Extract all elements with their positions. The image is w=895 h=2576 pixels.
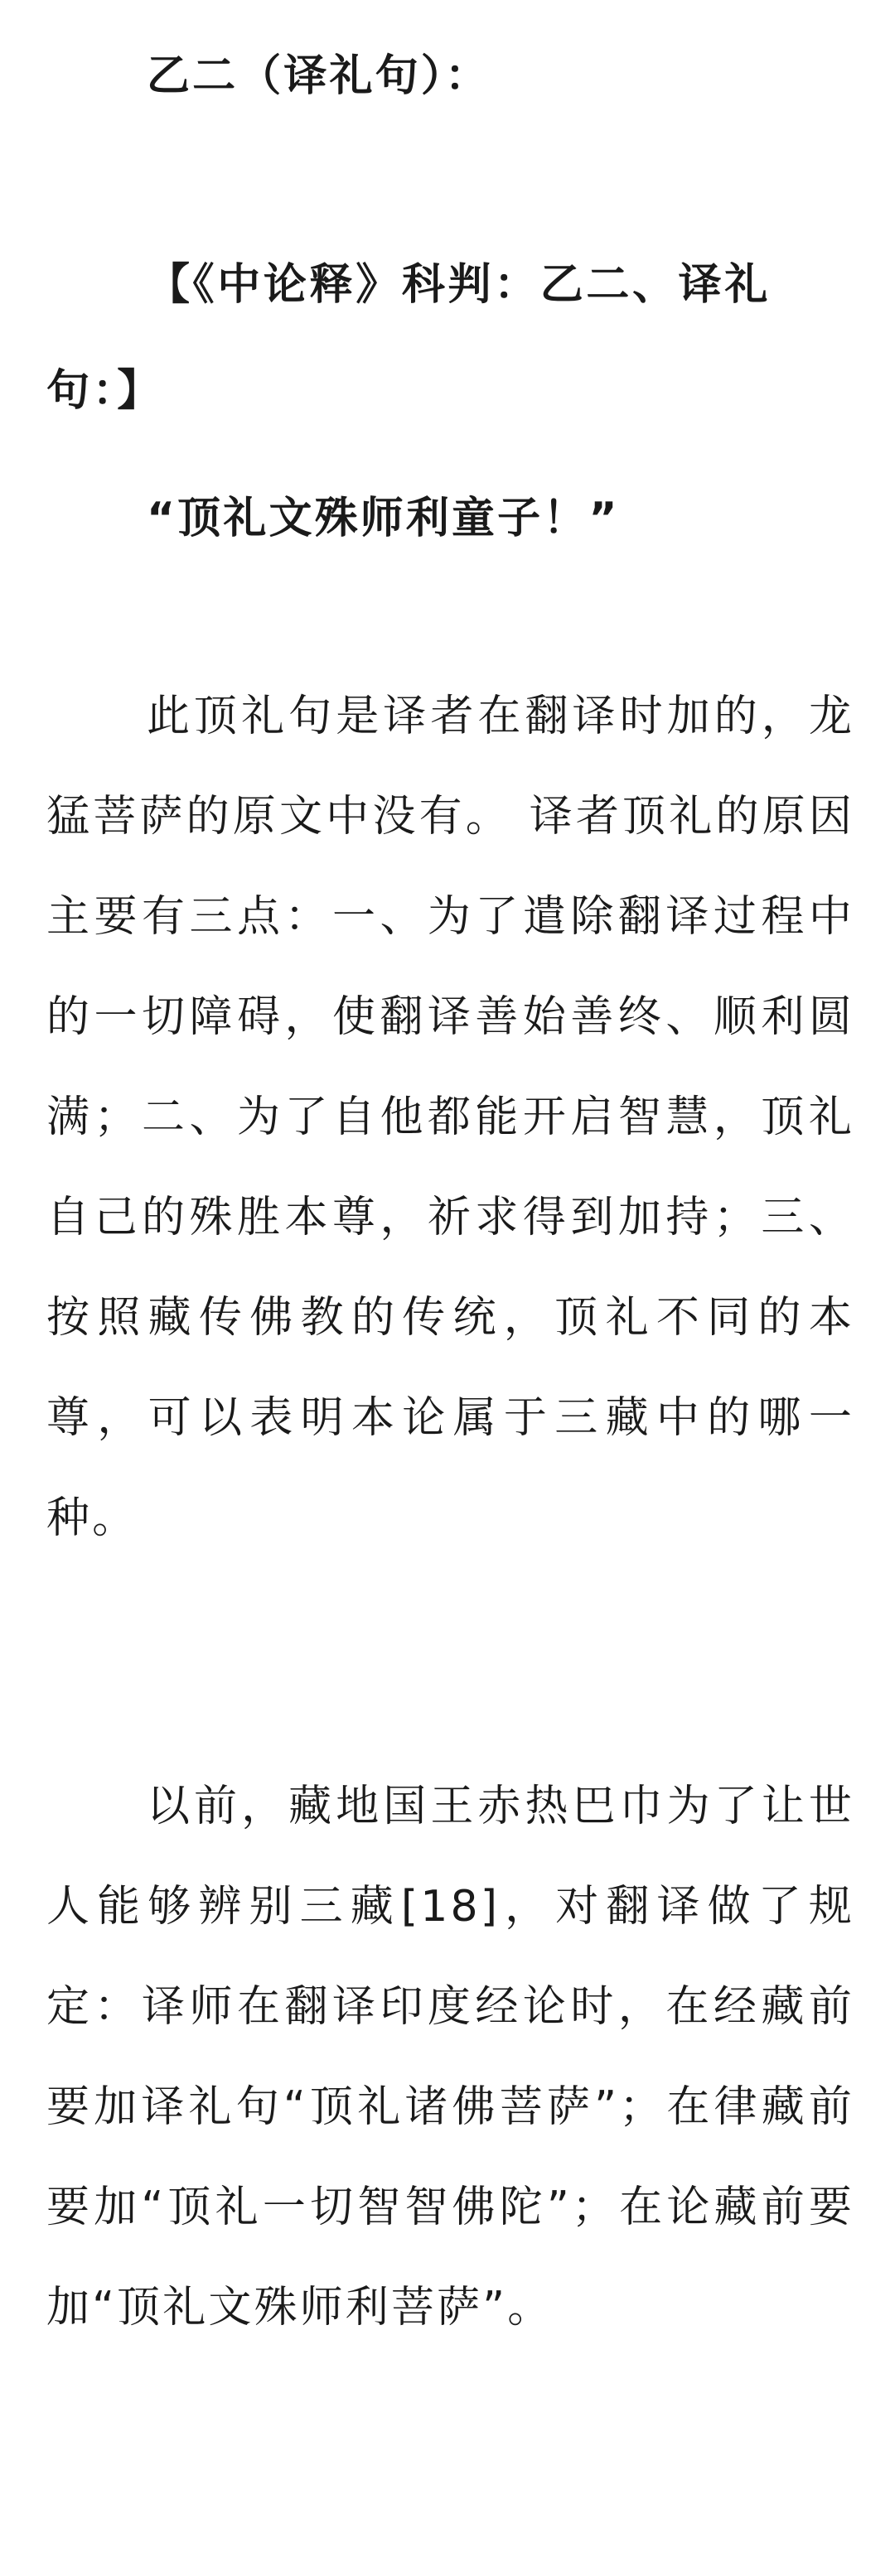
section-heading: 乙二（译礼句）： — [147, 51, 491, 101]
paragraph: 以前，藏地国王赤热巴巾为了让世人能够辨别三藏[18]，对翻译做了规定：译师在翻译印度经论时，在经藏前要加译礼句“顶礼诸佛菩萨”；在律藏前要加“顶礼一切智智佛陀”；在论藏前要加“顶礼文殊师利菩萨”。 — [46, 1782, 854, 2332]
paragraph: 此顶礼句是译者在翻译时加的，龙猛菩萨的原文中没有。 译者顶礼的原因主要有三点：一、为了遣除翻译过程中的一切障碍，使翻译善始善终、顺利圆满；二、为了自他都能开启智慧，顶礼自己的殊胜本尊，祈求得到加持；三、按照藏传佛教的传统，顶礼不同的本尊，可以表明本论属于三藏中的哪一种。 — [46, 692, 854, 1543]
homage-quote: “顶礼文殊师利童子！” — [147, 494, 620, 543]
kepan-heading: 【《中论释》科判：乙二、译礼句：】 — [46, 260, 771, 416]
